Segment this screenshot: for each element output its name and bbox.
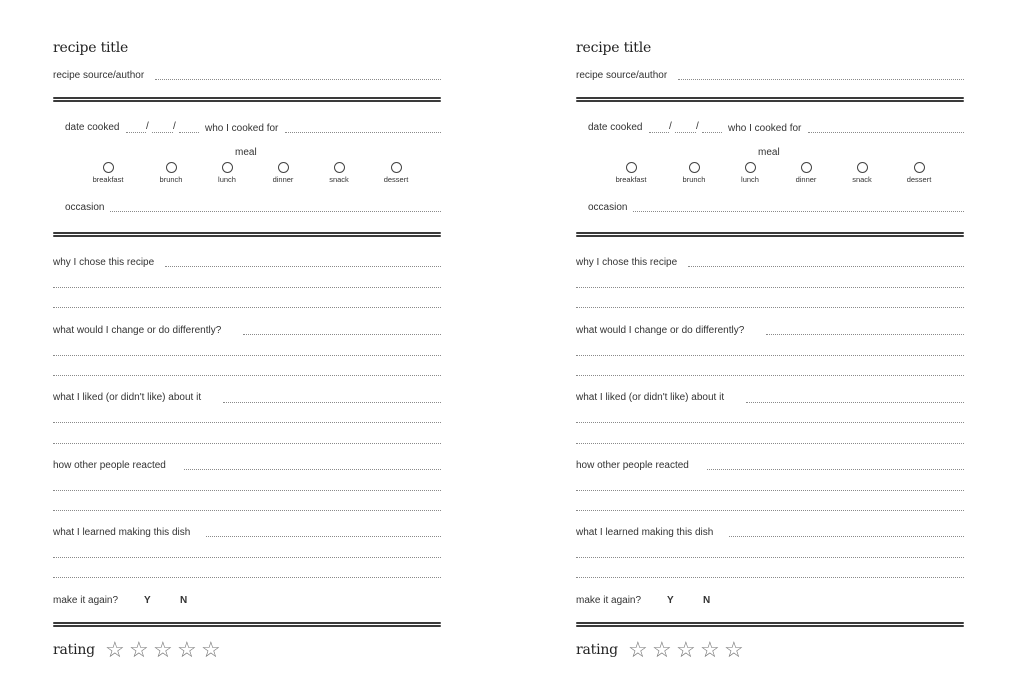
star-icon[interactable]: ☆ xyxy=(153,637,173,662)
recipe-source-field[interactable] xyxy=(678,79,964,80)
why-chose-line[interactable] xyxy=(576,307,964,308)
star-icon[interactable]: ☆ xyxy=(628,637,648,662)
occasion-field[interactable] xyxy=(633,211,964,212)
why-chose-label: why I chose this recipe xyxy=(576,257,678,268)
date-year-field[interactable] xyxy=(179,132,199,133)
recipe-source-field[interactable] xyxy=(155,79,441,80)
reacted-label: how other people reacted xyxy=(53,460,166,471)
cooked-for-field[interactable] xyxy=(808,132,964,133)
meal-option-snack[interactable]: snack xyxy=(319,162,359,184)
make-again-label: make it again? xyxy=(576,595,642,606)
recipe-source-label: recipe source/author xyxy=(53,70,145,81)
meal-option-lunch[interactable]: lunch xyxy=(207,162,247,184)
date-month-field[interactable] xyxy=(649,132,669,133)
meal-option-dessert[interactable]: dessert xyxy=(376,162,416,184)
meal-label: meal xyxy=(758,147,780,158)
date-cooked-label: date cooked xyxy=(588,122,643,133)
cooked-for-label: who I cooked for xyxy=(728,123,802,134)
reacted-line[interactable] xyxy=(53,510,441,511)
liked-label: what I liked (or didn't like) about it xyxy=(53,392,202,403)
date-cooked-label: date cooked xyxy=(65,122,120,133)
why-chose-line[interactable] xyxy=(576,287,964,288)
star-icon[interactable]: ☆ xyxy=(177,637,197,662)
radio-circle-icon xyxy=(626,162,637,173)
reacted-field[interactable] xyxy=(184,469,441,470)
change-label: what would I change or do differently? xyxy=(576,325,745,336)
learned-line[interactable] xyxy=(576,557,964,558)
date-separator: / xyxy=(173,121,176,132)
date-month-field[interactable] xyxy=(126,132,146,133)
section-divider xyxy=(53,97,441,102)
recipe-source-label: recipe source/author xyxy=(576,70,668,81)
meal-option-dinner[interactable]: dinner xyxy=(786,162,826,184)
recipe-title: recipe title xyxy=(576,40,652,56)
cooked-for-label: who I cooked for xyxy=(205,123,279,134)
star-icon[interactable]: ☆ xyxy=(676,637,696,662)
meal-option-snack[interactable]: snack xyxy=(842,162,882,184)
rating-label: rating xyxy=(53,642,95,658)
meal-label: meal xyxy=(235,147,257,158)
radio-circle-icon xyxy=(857,162,868,173)
radio-circle-icon xyxy=(914,162,925,173)
change-line[interactable] xyxy=(53,355,441,356)
occasion-field[interactable] xyxy=(110,211,441,212)
recipe-page-right xyxy=(576,0,966,698)
occasion-label: occasion xyxy=(65,202,105,213)
liked-field[interactable] xyxy=(223,402,441,403)
star-icon[interactable]: ☆ xyxy=(652,637,672,662)
change-field[interactable] xyxy=(766,334,964,335)
star-icon[interactable]: ☆ xyxy=(105,637,125,662)
star-icon[interactable]: ☆ xyxy=(129,637,149,662)
radio-circle-icon xyxy=(103,162,114,173)
occasion-label: occasion xyxy=(588,202,628,213)
meal-option-breakfast[interactable]: breakfast xyxy=(88,162,128,184)
radio-circle-icon xyxy=(278,162,289,173)
date-separator: / xyxy=(669,121,672,132)
recipe-title: recipe title xyxy=(53,40,129,56)
learned-line[interactable] xyxy=(53,557,441,558)
section-divider xyxy=(576,97,964,102)
radio-circle-icon xyxy=(745,162,756,173)
why-chose-line[interactable] xyxy=(53,287,441,288)
liked-label: what I liked (or didn't like) about it xyxy=(576,392,725,403)
why-chose-line[interactable] xyxy=(53,307,441,308)
reacted-label: how other people reacted xyxy=(576,460,689,471)
meal-option-dessert[interactable]: dessert xyxy=(899,162,939,184)
change-field[interactable] xyxy=(243,334,441,335)
reacted-field[interactable] xyxy=(707,469,964,470)
star-icon[interactable]: ☆ xyxy=(201,637,221,662)
star-icon[interactable]: ☆ xyxy=(724,637,744,662)
change-label: what would I change or do differently? xyxy=(53,325,222,336)
recipe-page-left xyxy=(53,0,443,698)
learned-line[interactable] xyxy=(576,577,964,578)
date-separator: / xyxy=(696,121,699,132)
radio-circle-icon xyxy=(222,162,233,173)
section-divider xyxy=(576,232,964,237)
meal-option-brunch[interactable]: brunch xyxy=(151,162,191,184)
reacted-line[interactable] xyxy=(53,490,441,491)
learned-label: what I learned making this dish xyxy=(576,527,714,538)
change-line[interactable] xyxy=(53,375,441,376)
liked-line[interactable] xyxy=(576,422,964,423)
make-again-yes[interactable]: Y xyxy=(144,595,151,606)
learned-field[interactable] xyxy=(729,536,964,537)
reacted-line[interactable] xyxy=(576,510,964,511)
rating-label: rating xyxy=(576,642,618,658)
make-again-no[interactable]: N xyxy=(703,595,711,606)
date-year-field[interactable] xyxy=(702,132,722,133)
cooked-for-field[interactable] xyxy=(285,132,441,133)
radio-circle-icon xyxy=(166,162,177,173)
radio-circle-icon xyxy=(801,162,812,173)
section-divider xyxy=(53,622,441,627)
make-again-no[interactable]: N xyxy=(180,595,188,606)
change-line[interactable] xyxy=(576,375,964,376)
star-icon[interactable]: ☆ xyxy=(700,637,720,662)
liked-field[interactable] xyxy=(746,402,964,403)
meal-option-breakfast[interactable]: breakfast xyxy=(611,162,651,184)
meal-option-brunch[interactable]: brunch xyxy=(674,162,714,184)
why-chose-field[interactable] xyxy=(688,266,964,267)
learned-field[interactable] xyxy=(206,536,441,537)
radio-circle-icon xyxy=(334,162,345,173)
make-again-yes[interactable]: Y xyxy=(667,595,674,606)
section-divider xyxy=(576,622,964,627)
learned-line[interactable] xyxy=(53,577,441,578)
section-divider xyxy=(53,232,441,237)
meal-option-dinner[interactable]: dinner xyxy=(263,162,303,184)
liked-line[interactable] xyxy=(53,443,441,444)
learned-label: what I learned making this dish xyxy=(53,527,191,538)
why-chose-field[interactable] xyxy=(165,266,441,267)
radio-circle-icon xyxy=(391,162,402,173)
date-separator: / xyxy=(146,121,149,132)
date-day-field[interactable] xyxy=(675,132,696,133)
date-day-field[interactable] xyxy=(152,132,173,133)
radio-circle-icon xyxy=(689,162,700,173)
make-again-label: make it again? xyxy=(53,595,119,606)
reacted-line[interactable] xyxy=(576,490,964,491)
meal-option-lunch[interactable]: lunch xyxy=(730,162,770,184)
liked-line[interactable] xyxy=(53,422,441,423)
change-line[interactable] xyxy=(576,355,964,356)
why-chose-label: why I chose this recipe xyxy=(53,257,155,268)
liked-line[interactable] xyxy=(576,443,964,444)
